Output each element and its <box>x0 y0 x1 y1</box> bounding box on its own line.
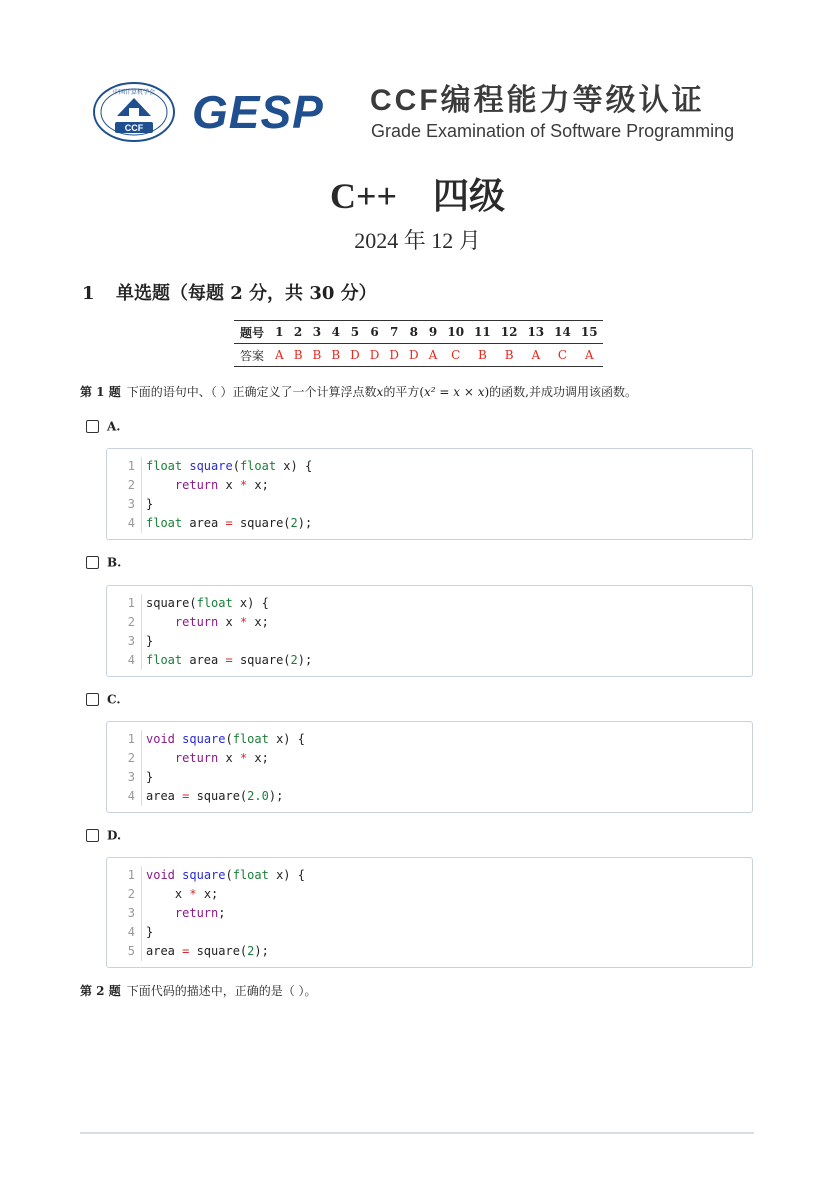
code-token: void <box>146 732 175 746</box>
question-2-text <box>80 982 317 999</box>
code-token <box>146 478 175 492</box>
code-token: = <box>225 516 233 530</box>
math-expression: x² = x × x <box>424 385 485 399</box>
code-text <box>146 594 269 613</box>
code-token: ; <box>218 906 226 920</box>
page-title: C++ 四级 <box>329 176 506 216</box>
code-token: square( <box>146 596 197 610</box>
code-token: float <box>232 732 269 746</box>
code-token: square( <box>232 516 291 530</box>
code-token: * <box>239 751 248 765</box>
option-label: C. <box>107 692 121 707</box>
line-number: 2 <box>107 749 142 768</box>
question-text: 下面的语句中、（ ）正确定义了一个计算浮点数 <box>126 385 377 399</box>
code-token: x <box>218 478 240 492</box>
code-token: float <box>239 459 277 473</box>
answer-table-answer-row <box>234 344 603 367</box>
code-token: } <box>146 497 154 511</box>
code-line <box>107 457 752 476</box>
option-label: A. <box>107 419 121 434</box>
code-text <box>146 476 269 495</box>
code-text <box>146 495 153 514</box>
org-subtitle: Grade Examination of Software Programming <box>371 121 735 141</box>
code-token: x <box>146 887 190 901</box>
code-line <box>107 730 752 749</box>
ccf-logo <box>93 82 175 142</box>
code-token: * <box>189 887 197 901</box>
code-text <box>146 730 305 749</box>
code-line <box>107 613 752 632</box>
code-token: x <box>218 751 240 765</box>
code-block <box>106 857 753 968</box>
code-token: return <box>174 906 219 920</box>
code-text <box>146 942 269 961</box>
code-line <box>107 787 752 806</box>
code-text <box>146 457 312 476</box>
line-number: 4 <box>107 651 142 670</box>
code-token: area <box>182 516 226 530</box>
code-line <box>107 476 752 495</box>
option-b[interactable] <box>86 555 121 573</box>
code-text <box>146 651 312 670</box>
line-number: 3 <box>107 904 142 923</box>
code-text <box>146 923 153 942</box>
code-text <box>146 613 269 632</box>
answer-table-number-cell: 4 <box>326 321 345 344</box>
code-token: = <box>225 653 233 667</box>
answer-table-number-cell: 5 <box>345 321 365 344</box>
code-line <box>107 768 752 787</box>
code-token: x <box>218 615 240 629</box>
option-d[interactable] <box>86 828 121 846</box>
answer-table-number-row <box>234 321 603 344</box>
code-line <box>107 632 752 651</box>
question-number: 第 2 题 <box>80 984 121 998</box>
code-token: 2 <box>290 516 298 530</box>
code-line <box>107 594 752 613</box>
code-token: square( <box>232 653 291 667</box>
code-token: void <box>146 868 175 882</box>
line-number: 2 <box>107 885 142 904</box>
line-number: 2 <box>107 613 142 632</box>
option-checkbox[interactable] <box>86 556 99 569</box>
code-token: 2 <box>247 944 255 958</box>
code-token: float <box>146 459 183 473</box>
code-token: x) { <box>268 868 305 882</box>
question-text: )的函数,并成功调用该函数。 <box>484 385 637 399</box>
answer-table-answer-cell: A <box>531 348 541 362</box>
code-text <box>146 632 153 651</box>
answer-table-answer-cell: B <box>477 348 487 362</box>
code-token: square( <box>189 789 248 803</box>
answer-table-row-label: 答案 <box>240 348 265 363</box>
code-token: = <box>182 789 190 803</box>
answer-table-number-cell: 1 <box>270 321 289 344</box>
code-token: = <box>182 944 190 958</box>
code-token: return <box>174 615 219 629</box>
line-number: 3 <box>107 495 142 514</box>
code-token: * <box>239 615 248 629</box>
line-number: 1 <box>107 594 142 613</box>
code-token: square <box>189 459 233 473</box>
code-token: } <box>146 770 154 784</box>
code-token: float <box>146 653 183 667</box>
gesp-logo <box>192 86 324 138</box>
line-number: 5 <box>107 942 142 961</box>
code-text <box>146 768 153 787</box>
answer-table-answer-cell: B <box>504 348 514 362</box>
code-token: float <box>232 868 269 882</box>
answer-table-number-cell: 10 <box>442 321 469 344</box>
code-token: } <box>146 925 154 939</box>
svg-text:中国计算机学会: 中国计算机学会 <box>112 89 156 96</box>
answer-table-number-cell: 15 <box>576 321 603 344</box>
option-c[interactable] <box>86 692 121 710</box>
code-line <box>107 885 752 904</box>
code-line <box>107 749 752 768</box>
code-text <box>146 866 305 885</box>
code-token: x; <box>247 478 269 492</box>
code-text <box>146 904 226 923</box>
code-token: area <box>146 944 183 958</box>
answer-table-answer-cell: D <box>409 348 419 362</box>
answer-table-answer-cell: B <box>331 348 341 362</box>
code-block <box>106 448 753 540</box>
code-token: 2.0 <box>247 789 269 803</box>
line-number: 3 <box>107 632 142 651</box>
code-token: return <box>174 751 219 765</box>
question-text: 下面代码的描述中，正确的是（ ）。 <box>126 984 317 998</box>
question-number: 第 1 题 <box>80 385 121 399</box>
answer-table-number-cell: 14 <box>549 321 576 344</box>
code-token: ( <box>232 459 240 473</box>
option-checkbox[interactable] <box>86 693 99 706</box>
line-number: 3 <box>107 768 142 787</box>
option-a[interactable] <box>86 419 121 437</box>
option-checkbox[interactable] <box>86 829 99 842</box>
answer-table-answer-cell: C <box>451 348 461 362</box>
math-variable: x <box>376 385 384 399</box>
code-line <box>107 514 752 533</box>
code-line <box>107 866 752 885</box>
code-token: square <box>182 732 226 746</box>
section-title: 单选题（每题 2 分，共 30 分） <box>116 283 377 304</box>
code-text <box>146 787 283 806</box>
answer-table <box>234 320 603 367</box>
code-token: } <box>146 634 154 648</box>
answer-table-answer-cell: D <box>369 348 380 362</box>
code-token: x) { <box>268 732 305 746</box>
line-number: 4 <box>107 923 142 942</box>
code-token: square <box>182 868 226 882</box>
code-token: ( <box>225 868 233 882</box>
question-text: 的平方( <box>383 385 425 399</box>
answer-table-answer-cell: B <box>312 348 322 362</box>
answer-table-answer-cell: D <box>389 348 400 362</box>
code-token: float <box>146 516 183 530</box>
code-block <box>106 585 753 677</box>
code-line <box>107 495 752 514</box>
code-token <box>146 906 175 920</box>
answer-table-answer-cell: A <box>584 348 594 362</box>
footer-divider <box>80 1132 754 1134</box>
answer-table-answer-cell: A <box>428 348 438 362</box>
answer-table-answer-cell: A <box>275 348 284 362</box>
answer-table-row-label: 题号 <box>234 321 270 344</box>
exam-date: 2024 年 12 月 <box>354 228 481 253</box>
code-token <box>146 615 175 629</box>
code-token: x; <box>196 887 219 901</box>
code-line <box>107 923 752 942</box>
answer-table-number-cell: 11 <box>469 321 496 344</box>
option-checkbox[interactable] <box>86 420 99 433</box>
answer-table-number-cell: 9 <box>424 321 443 344</box>
code-line <box>107 942 752 961</box>
code-token: 2 <box>290 653 298 667</box>
section-heading <box>82 279 377 305</box>
option-label: B. <box>107 555 122 570</box>
answer-table-number-cell: 6 <box>365 321 385 344</box>
code-token: ( <box>225 732 233 746</box>
code-token: float <box>196 596 233 610</box>
code-text <box>146 514 312 533</box>
gesp-logo-text: GESP <box>192 86 324 138</box>
answer-table-number-cell: 3 <box>308 321 327 344</box>
code-line <box>107 904 752 923</box>
svg-text:CCF: CCF <box>124 123 144 133</box>
answer-table-answer-cell: D <box>350 348 360 362</box>
code-block <box>106 721 753 813</box>
answer-table-number-cell: 12 <box>496 321 523 344</box>
answer-table-answer-cell: B <box>293 348 303 362</box>
answer-table-number-cell: 13 <box>522 321 549 344</box>
org-title: CCF编程能力等级认证 <box>370 84 705 117</box>
line-number: 1 <box>107 866 142 885</box>
answer-table-answer-cell: C <box>557 348 568 362</box>
code-token: x) { <box>232 596 269 610</box>
code-text <box>146 885 218 904</box>
code-token: ); <box>297 516 313 530</box>
line-number: 4 <box>107 787 142 806</box>
code-line <box>107 651 752 670</box>
line-number: 1 <box>107 730 142 749</box>
code-text <box>146 749 269 768</box>
question-1-text <box>80 383 637 400</box>
answer-table-number-cell: 7 <box>384 321 404 344</box>
code-token: * <box>239 478 248 492</box>
answer-table-number-cell: 8 <box>404 321 424 344</box>
line-number: 1 <box>107 457 142 476</box>
section-number: 1 <box>82 283 95 304</box>
line-number: 2 <box>107 476 142 495</box>
code-token: ); <box>268 789 284 803</box>
code-token <box>146 751 175 765</box>
answer-table-number-cell: 2 <box>289 321 308 344</box>
line-number: 4 <box>107 514 142 533</box>
code-token: x; <box>247 751 269 765</box>
code-token: x; <box>247 615 269 629</box>
code-token: ); <box>254 944 269 958</box>
code-token: area <box>182 653 226 667</box>
code-token: square( <box>189 944 248 958</box>
code-token: x) { <box>276 459 313 473</box>
code-token: return <box>174 478 219 492</box>
code-token: area <box>146 789 183 803</box>
option-label: D. <box>107 828 122 843</box>
code-token: ); <box>297 653 313 667</box>
